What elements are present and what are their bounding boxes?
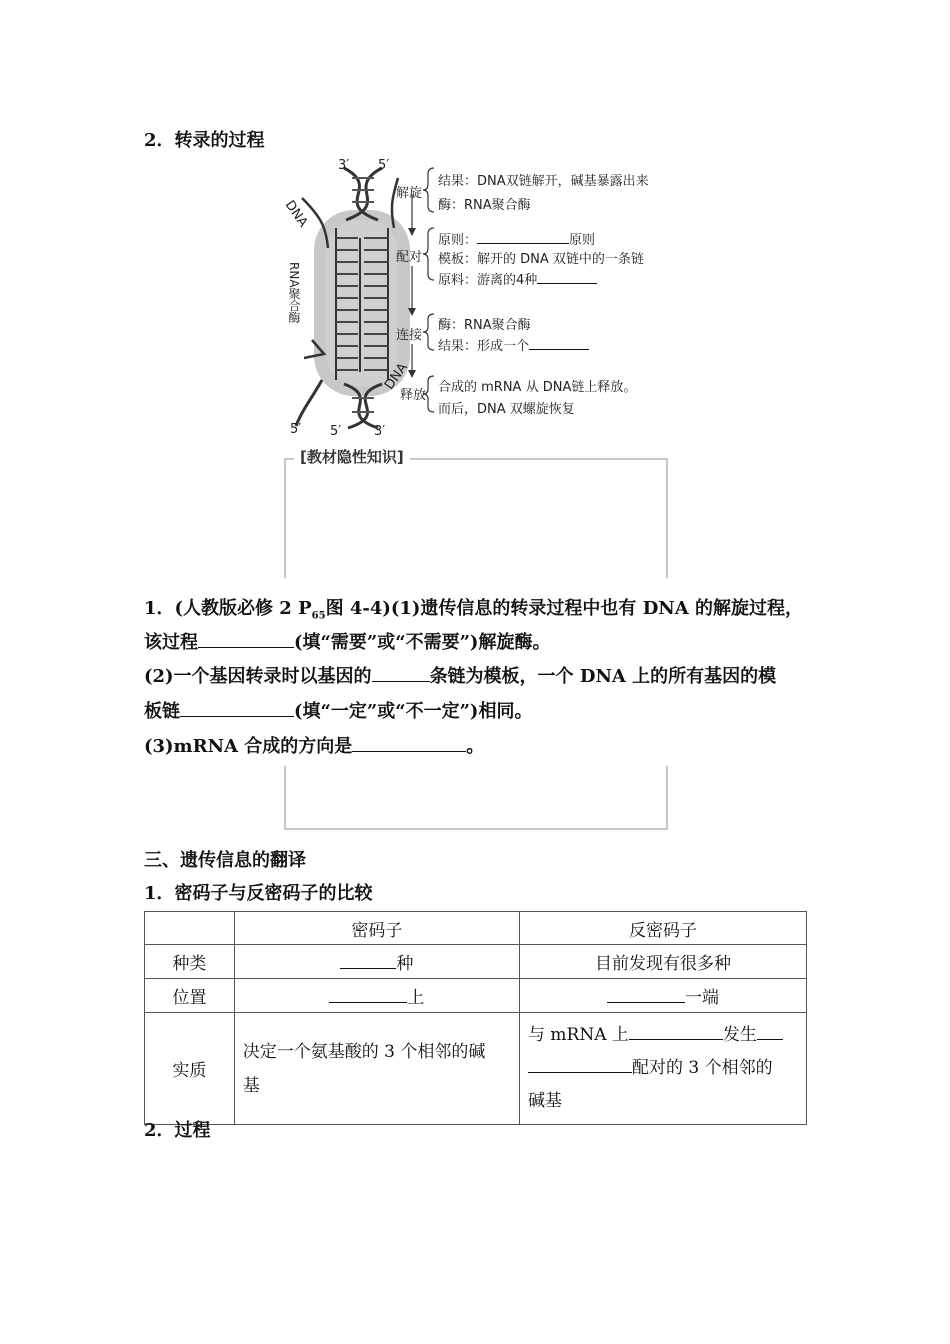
hidden-knowledge-box-top — [284, 458, 668, 578]
anticodon-position-text: 一端 — [685, 988, 720, 1008]
codon-kind-blank[interactable] — [340, 953, 396, 969]
anticodon-position-blank[interactable] — [607, 987, 685, 1003]
q2-line2-b: (填“一定”或“不一定”)相同。 — [294, 701, 533, 722]
cell-codon-essence — [234, 1013, 519, 1125]
cell-anticodon-essence — [520, 1013, 807, 1125]
hidden-knowledge-title-text: 教材隐性知识 — [306, 448, 397, 466]
table-row-essence — [145, 1013, 807, 1125]
linking-result-blank[interactable] — [529, 334, 589, 350]
step-linking-result — [438, 334, 589, 354]
row-label-essence: 实质 — [145, 1013, 235, 1125]
q3-b: 。 — [466, 736, 485, 757]
step-unwinding-result: 结果：DNA双链解开，碱基暴露出来 — [438, 174, 649, 189]
codon-comparison-table — [144, 911, 807, 1125]
prime-label-5-bottom-left: 5′ — [290, 422, 302, 437]
hidden-knowledge-box-bottom — [284, 766, 668, 830]
dna-label-top: DNA — [281, 198, 311, 231]
step-unwinding-enzyme: 酶：RNA聚合酶 — [438, 198, 531, 213]
q1-prefix: 1．(人教版必修 2 P — [144, 598, 312, 619]
section-heading-translation: 三、遗传信息的翻译 — [144, 850, 306, 871]
step-name-linking: 连接 — [396, 328, 423, 343]
rna-polymerase-label: RNA聚合酶 — [287, 262, 301, 324]
codon-essence-line1: 决定一个氨基酸的 3 个相邻的碱 — [242, 1041, 486, 1062]
prime-label-5-top: 5′ — [378, 158, 390, 173]
cell-anticodon-position — [520, 979, 807, 1013]
row-label-kind: 种类 — [145, 945, 235, 979]
anticodon-essence-a: 与 mRNA 上 — [528, 1025, 629, 1045]
question-2-line-2 — [144, 697, 532, 723]
table-row-kind — [145, 945, 807, 979]
prime-label-5-bottom-mid: 5′ — [330, 424, 342, 439]
q2-blank-1[interactable] — [372, 666, 430, 682]
q2-blank-2[interactable] — [180, 701, 294, 717]
q1-page-sub: 65 — [311, 610, 326, 622]
codon-essence-line2: 基 — [242, 1075, 260, 1096]
step-release-line1: 合成的 mRNA 从 DNA链上释放。 — [438, 380, 637, 395]
q2-line1-b: 条链为模板，一个 DNA 上的所有基因的模 — [429, 666, 777, 687]
question-3-line — [144, 732, 484, 758]
step-linking-enzyme: 酶：RNA聚合酶 — [438, 318, 531, 333]
cell-codon-position — [234, 979, 519, 1013]
q2-line1-a: (2)一个基因转录时以基因的 — [144, 666, 372, 687]
step-name-release: 释放 — [400, 388, 427, 403]
anticodon-essence-c: 配对的 3 个相邻的 — [632, 1058, 773, 1078]
table-header-row — [145, 912, 807, 945]
step-release-line2: 而后，DNA 双螺旋恢复 — [438, 402, 575, 417]
q1-line2-a: 该过程 — [144, 632, 198, 653]
prime-label-3-top: 3′ — [338, 158, 350, 173]
codon-position-blank[interactable] — [329, 987, 407, 1003]
step-pairing-template: 模板：解开的 DNA 双链中的一条链 — [438, 252, 644, 267]
pairing-principle-suffix: 原则 — [569, 233, 596, 248]
transcription-figure — [282, 158, 682, 440]
step-pairing-material — [438, 268, 597, 288]
linking-result-label: 结果：形成一个 — [438, 339, 530, 354]
table-header-anticodon: 反密码子 — [520, 912, 807, 945]
anticodon-essence-blank-2[interactable] — [757, 1024, 783, 1040]
cell-anticodon-kind: 目前发现有很多种 — [520, 945, 807, 979]
codon-kind-text: 种 — [396, 954, 414, 974]
q1-rest: 图 4-4)(1)遗传信息的转录过程中也有 DNA 的解旋过程， — [325, 598, 803, 619]
q3-blank[interactable] — [352, 736, 466, 752]
pairing-principle-label: 原则： — [438, 233, 478, 248]
table-header-codon: 密码子 — [234, 912, 519, 945]
question-1-line-2 — [144, 628, 550, 654]
hidden-knowledge-title: [教材隐性知识] — [294, 446, 410, 467]
q1-line2-b: (填“需要”或“不需要”)解旋酶。 — [294, 632, 551, 653]
table-header-empty — [145, 912, 235, 945]
anticodon-essence-blank-3[interactable] — [528, 1057, 632, 1073]
question-2-line-1 — [144, 662, 776, 688]
pairing-material-label: 原料：游离的4种 — [438, 273, 538, 288]
dna-label-bottom: DNA — [382, 360, 411, 393]
cell-codon-kind — [234, 945, 519, 979]
prime-label-3-bottom: 3′ — [374, 424, 386, 439]
q1-blank[interactable] — [198, 632, 294, 648]
section-heading-transcription: 2．转录的过程 — [144, 130, 265, 151]
step-name-unwinding: 解旋 — [396, 186, 423, 201]
q2-line2-a: 板链 — [144, 701, 180, 722]
codon-position-text: 上 — [407, 988, 425, 1008]
pairing-material-blank[interactable] — [537, 268, 597, 284]
question-1-line-1 — [144, 594, 803, 622]
step-name-pairing: 配对 — [396, 250, 423, 265]
pairing-principle-blank[interactable] — [477, 228, 569, 244]
subheading-process: 2．过程 — [144, 1120, 211, 1141]
row-label-position: 位置 — [145, 979, 235, 1013]
anticodon-essence-blank-1[interactable] — [629, 1024, 723, 1040]
anticodon-essence-d: 碱基 — [528, 1091, 563, 1111]
q3-a: (3)mRNA 合成的方向是 — [144, 736, 353, 757]
anticodon-essence-b: 发生 — [722, 1025, 757, 1045]
table-row-position — [145, 979, 807, 1013]
step-pairing-principle — [438, 228, 595, 248]
subheading-codon-comparison: 1．密码子与反密码子的比较 — [144, 883, 373, 904]
